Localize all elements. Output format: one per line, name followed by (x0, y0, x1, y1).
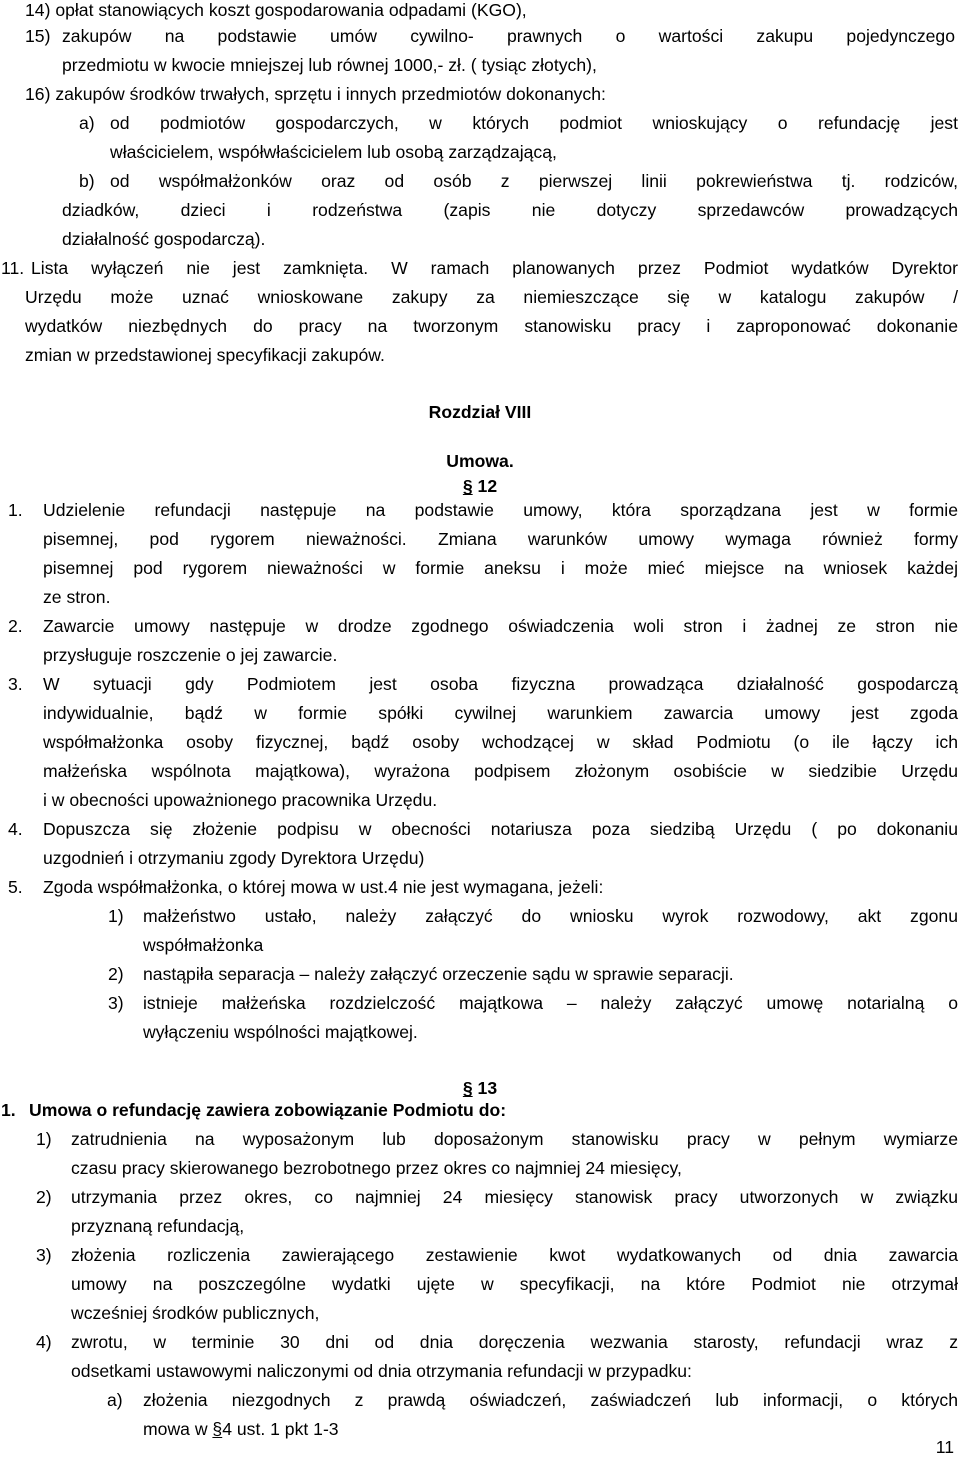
paragraph-11-line-1: Lista wyłączeń nie jest zamknięta. W ramach planowanych przez Podmiot wydatków Dyrektor (31, 258, 958, 278)
s12-p2-line-1: Zawarcie umowy następuje w drodze zgodnego oświadczenia woli stron i żadnej ze stron nie (43, 616, 958, 636)
s13-item-3-line-1: złożenia rozliczenia zawierającego zestawienie kwot wydatkowanych od dnia zawarcia (71, 1245, 958, 1265)
s12-p1-line-3: pisemnej pod rygorem nieważności w formie aneksu i może mieć miejsce na wniosek każdej (43, 558, 958, 578)
s13-sub-a-line-2 (143, 1419, 339, 1439)
s13-sub-a-reference: 4 ust. 1 pkt 1-3 (222, 1419, 339, 1439)
s13-item-4-line-2: odsetkami ustawowymi naliczonymi od dnia otrzymania refundacji w przypadku: (71, 1361, 692, 1381)
s12-sub-1-line-1: małżeństwo ustało, należy załączyć do wniosku wyrok rozwodowy, akt zgonu (143, 906, 958, 926)
s12-p1-line-4: ze stron. (43, 587, 111, 607)
s12-p1-line-1: Udzielenie refundacji następuje na podstawie umowy, która sporządzana jest w formie (43, 500, 958, 520)
s12-p5-number: 5. (8, 877, 23, 897)
s12-sub-3-marker: 3) (108, 993, 124, 1013)
sub-item-a-marker: a) (79, 113, 95, 133)
chapter-title: Rozdział VIII (428, 402, 532, 422)
s13-item-2-line-2: przyznaną refundacją, (71, 1216, 245, 1236)
list-item-15-line-2: przedmiotu w kwocie mniejszej lub równej 1000,- zł. ( tysiąc złotych), (62, 55, 597, 75)
s12-p3-number: 3. (8, 674, 23, 694)
s12-p1-number: 1. (8, 500, 23, 520)
paragraph-11-line-4: zmian w przedstawionej specyfikacji zakupów. (25, 345, 385, 365)
s12-sub-1-line-2: współmałżonka (143, 935, 264, 955)
s13-item-4-line-1: zwrotu, w terminie 30 dni od dnia doręczenia wezwania starosty, refundacji wraz z (71, 1332, 958, 1352)
s12-p3-line-5: i w obecności upoważnionego pracownika Urzędu. (43, 790, 438, 810)
paragraph-11-line-3: wydatków niezbędnych do pracy na tworzonym stanowisku pracy i zaproponować dokonanie (25, 316, 958, 336)
s13-sub-a-line-1: złożenia niezgodnych z prawdą oświadczeń, zaświadczeń lub informacji, o których (143, 1390, 958, 1410)
sub-item-b-line-3: działalność gospodarczą). (62, 229, 266, 249)
paragraph-11-number: 11. (1, 258, 25, 278)
s12-p3-line-3: współmałżonka osoby fizycznej, bądź osoby wchodzącej w skład Podmiotu (o ile łączy ich (43, 732, 958, 752)
chapter-subtitle: Umowa. (446, 451, 514, 471)
section-sign: § (212, 1419, 223, 1439)
section-number: 12 (477, 476, 498, 496)
s13-sub-a-marker: a) (107, 1390, 123, 1410)
s12-sub-2-marker: 2) (108, 964, 124, 984)
s13-item-3-marker: 3) (36, 1245, 52, 1265)
s12-p2-line-2: przysługuje roszczenie o jej zawarcie. (43, 645, 338, 665)
sub-item-a-line-1: od podmiotów gospodarczych, w których podmiot wnioskujący o refundację jest (110, 113, 958, 133)
s12-p4-number: 4. (8, 819, 23, 839)
s12-p4-line-2: uzgodnień i otrzymaniu zgody Dyrektora Urzędu) (43, 848, 425, 868)
sub-item-b-marker: b) (79, 171, 95, 191)
s12-sub-2-line-1: nastąpiła separacja – należy załączyć orzeczenie sądu w sprawie separacji. (143, 964, 734, 984)
s13-p1-heading: Umowa o refundację zawiera zobowiązanie Podmiotu do: (29, 1100, 507, 1120)
s13-item-2-line-1: utrzymania przez okres, co najmniej 24 miesięcy stanowisk pracy utworzonych w związku (71, 1187, 958, 1207)
section-sign: § (462, 1078, 473, 1098)
page-number: 11 (935, 1437, 954, 1457)
s13-sub-a-text: mowa w (143, 1419, 213, 1439)
list-number-15: 15) (25, 26, 51, 46)
s13-item-3-line-2: umowy na poszczególne wydatki ujęte w specyfikacji, na które Podmiot nie otrzymał (71, 1274, 958, 1294)
section-number: 13 (477, 1078, 498, 1098)
s13-item-1-marker: 1) (36, 1129, 52, 1149)
s12-sub-1-marker: 1) (108, 906, 124, 926)
s12-sub-3-line-2: wyłączeniu wspólności majątkowej. (143, 1022, 418, 1042)
s12-p4-line-1: Dopuszcza się złożenie podpisu w obecności notariusza poza siedzibą Urzędu ( po dokonaniu (43, 819, 958, 839)
section-sign: § (462, 476, 473, 496)
list-item-15-line-1: zakupów na podstawie umów cywilno- prawnych o wartości zakupu pojedynczego (62, 26, 955, 46)
s12-p3-line-4: małżeńska wspólnota majątkowa), wyrażona podpisem złożonym osobiście w siedzibie Urzędu (43, 761, 958, 781)
s12-p2-number: 2. (8, 616, 23, 636)
s13-item-2-marker: 2) (36, 1187, 52, 1207)
list-item-14: 14) opłat stanowiących koszt gospodarowania odpadami (KGO), (25, 0, 527, 20)
s13-item-1-line-2: czasu pracy skierowanego bezrobotnego przez okres co najmniej 24 miesięcy, (71, 1158, 682, 1178)
list-item-16: 16) zakupów środków trwałych, sprzętu i innych przedmiotów dokonanych: (25, 84, 606, 104)
s12-p1-line-2: pisemnej, pod rygorem nieważności. Zmiana warunków umowy wymaga również formy (43, 529, 958, 549)
s13-item-4-marker: 4) (36, 1332, 52, 1352)
sub-item-a-line-2: właścicielem, współwłaścicielem lub osobą zarządzającą, (110, 142, 557, 162)
s12-p3-line-1: W sytuacji gdy Podmiotem jest osoba fizyczna prowadząca działalność gospodarczą (43, 674, 958, 694)
s12-p5-line-1: Zgoda współmałżonka, o której mowa w ust.4 nie jest wymagana, jeżeli: (43, 877, 604, 897)
paragraph-11-line-2: Urzędu może uznać wnioskowane zakupy za niemieszczące się w katalogu zakupów / (25, 287, 958, 307)
s13-item-3-line-3: wcześniej środków publicznych, (71, 1303, 320, 1323)
s13-item-1-line-1: zatrudnienia na wyposażonym lub doposażonym stanowisku pracy w pełnym wymiarze (71, 1129, 958, 1149)
s12-p3-line-2: indywidualnie, bądź w formie spółki cywilnej warunkiem zawarcia umowy jest zgoda (43, 703, 958, 723)
sub-item-b-line-1: od współmałżonków oraz od osób z pierwszej linii pokrewieństwa tj. rodziców, (110, 171, 958, 191)
sub-item-b-line-2: dziadków, dzieci i rodzeństwa (zapis nie dotyczy sprzedawców prowadzących (62, 200, 958, 220)
section-12-heading (0, 476, 960, 496)
s12-sub-3-line-1: istnieje małżeńska rozdzielczość majątkowa – należy załączyć umowę notarialną o (143, 993, 958, 1013)
section-13-heading (0, 1078, 960, 1098)
s13-p1-number: 1. (1, 1100, 16, 1120)
